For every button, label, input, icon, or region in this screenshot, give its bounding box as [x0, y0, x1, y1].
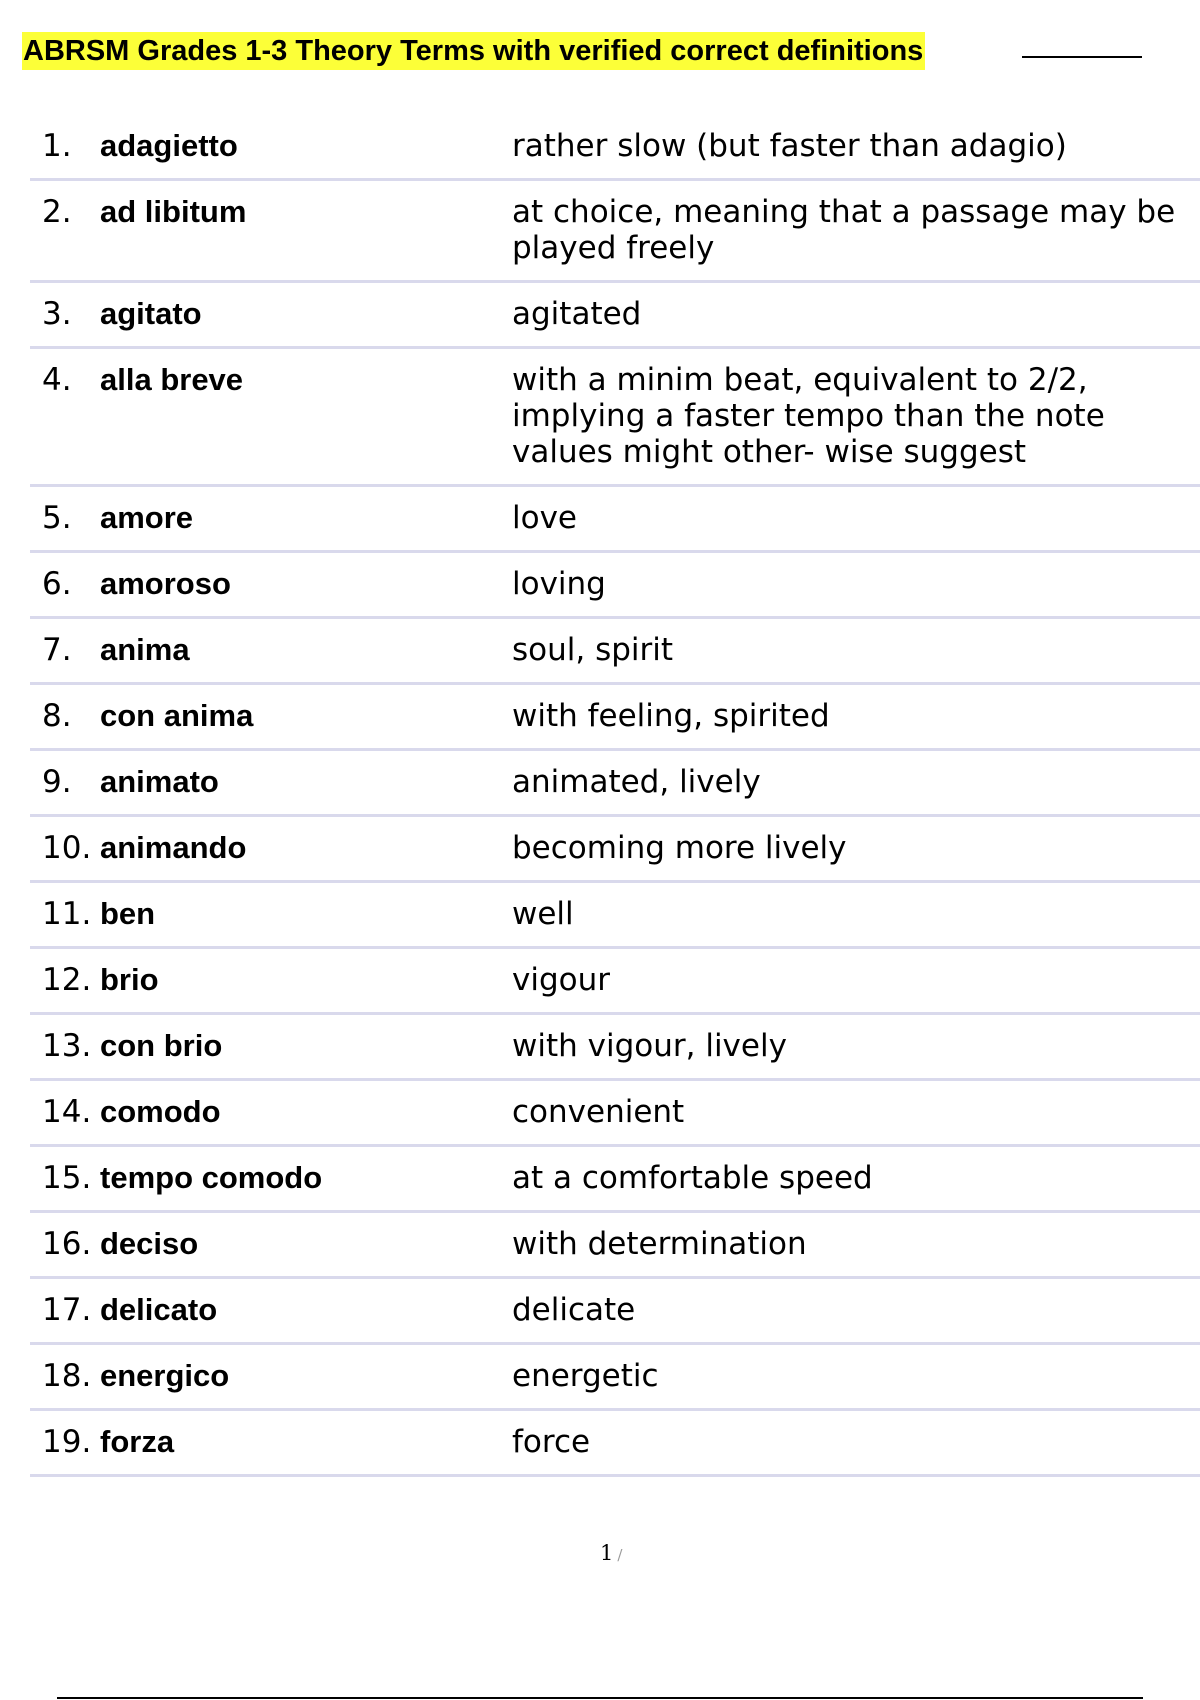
term-number: 5.	[30, 486, 100, 552]
page-separator: /	[617, 1546, 623, 1564]
term-number: 6.	[30, 552, 100, 618]
term-number: 15.	[30, 1146, 100, 1212]
term-number: 18.	[30, 1344, 100, 1410]
term-definition: vigour	[512, 948, 1200, 1014]
table-row	[30, 1014, 1200, 1080]
table-row	[30, 1278, 1200, 1344]
table-row	[30, 282, 1200, 348]
term-name: ad libitum	[100, 180, 512, 282]
table-row	[30, 618, 1200, 684]
term-number: 7.	[30, 618, 100, 684]
term-name: alla breve	[100, 348, 512, 486]
title-rule	[1022, 56, 1142, 58]
terms-table	[30, 115, 1200, 1477]
term-definition: becoming more lively	[512, 816, 1200, 882]
term-number: 14.	[30, 1080, 100, 1146]
term-definition: animated, lively	[512, 750, 1200, 816]
table-row	[30, 486, 1200, 552]
term-definition: love	[512, 486, 1200, 552]
term-name: amore	[100, 486, 512, 552]
term-name: animato	[100, 750, 512, 816]
term-definition: at a comfortable speed	[512, 1146, 1200, 1212]
term-definition: with feeling, spirited	[512, 684, 1200, 750]
term-name: ben	[100, 882, 512, 948]
term-name: agitato	[100, 282, 512, 348]
term-name: con anima	[100, 684, 512, 750]
term-number: 11.	[30, 882, 100, 948]
page-number	[600, 1540, 622, 1568]
table-row	[30, 882, 1200, 948]
table-row	[30, 750, 1200, 816]
term-number: 17.	[30, 1278, 100, 1344]
table-row	[30, 816, 1200, 882]
term-definition: delicate	[512, 1278, 1200, 1344]
term-name: animando	[100, 816, 512, 882]
table-row	[30, 348, 1200, 486]
term-definition: rather slow (but faster than adagio)	[512, 115, 1200, 180]
bottom-rule	[57, 1697, 1143, 1699]
term-definition: with a minim beat, equivalent to 2/2, implying a faster tempo than the note values might other- wise suggest	[512, 348, 1200, 486]
term-definition: loving	[512, 552, 1200, 618]
term-name: comodo	[100, 1080, 512, 1146]
term-name: energico	[100, 1344, 512, 1410]
term-number: 12.	[30, 948, 100, 1014]
term-name: brio	[100, 948, 512, 1014]
table-row	[30, 1146, 1200, 1212]
term-number: 13.	[30, 1014, 100, 1080]
page-number-value: 1	[600, 1541, 614, 1565]
term-number: 2.	[30, 180, 100, 282]
term-number: 10.	[30, 816, 100, 882]
table-row	[30, 1410, 1200, 1476]
table-row	[30, 115, 1200, 180]
table-row	[30, 180, 1200, 282]
term-definition: soul, spirit	[512, 618, 1200, 684]
term-name: amoroso	[100, 552, 512, 618]
term-number: 16.	[30, 1212, 100, 1278]
term-number: 9.	[30, 750, 100, 816]
table-row	[30, 684, 1200, 750]
term-definition: well	[512, 882, 1200, 948]
term-definition: convenient	[512, 1080, 1200, 1146]
table-row	[30, 1344, 1200, 1410]
term-name: delicato	[100, 1278, 512, 1344]
term-definition: force	[512, 1410, 1200, 1476]
term-definition: with determination	[512, 1212, 1200, 1278]
term-name: anima	[100, 618, 512, 684]
term-definition: with vigour, lively	[512, 1014, 1200, 1080]
term-definition: at choice, meaning that a passage may be played freely	[512, 180, 1200, 282]
term-name: con brio	[100, 1014, 512, 1080]
table-row	[30, 552, 1200, 618]
term-number: 8.	[30, 684, 100, 750]
term-number: 3.	[30, 282, 100, 348]
table-row	[30, 1212, 1200, 1278]
term-definition: agitated	[512, 282, 1200, 348]
table-row	[30, 1080, 1200, 1146]
term-name: adagietto	[100, 115, 512, 180]
term-number: 1.	[30, 115, 100, 180]
term-name: tempo comodo	[100, 1146, 512, 1212]
term-number: 19.	[30, 1410, 100, 1476]
term-definition: energetic	[512, 1344, 1200, 1410]
term-number: 4.	[30, 348, 100, 486]
document-title: ABRSM Grades 1-3 Theory Terms with verified correct definitions	[22, 32, 925, 70]
term-name: forza	[100, 1410, 512, 1476]
table-row	[30, 948, 1200, 1014]
term-name: deciso	[100, 1212, 512, 1278]
